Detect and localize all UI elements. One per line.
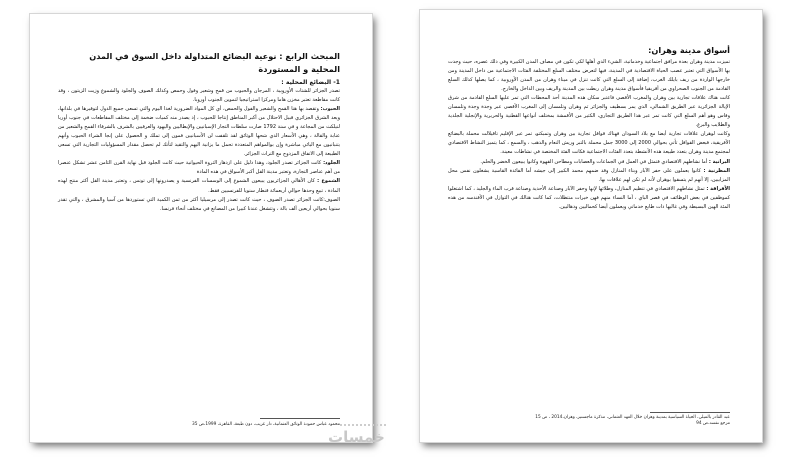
document-page-right [420,10,762,442]
paragraph-text: كانت الجزائر تصدر الجلود، وهذا دليل على ازدهار الثروة الحيوانية حيث كانت الجلود قبل نهاية القرن الثامن عشر تشكل عنصرا من أهم عناصر التجارة، وتعتبر مدينة القل أكبر الأسواق في هذه المادة [58,160,340,176]
paragraph [448,58,730,94]
paragraph-lead: الشموع : [317,178,341,185]
footnote: مرجع نفسه،ص 94 [696,421,730,426]
paragraph [448,185,730,212]
watermark-logo: خمسات [328,428,385,446]
paragraph-lead: المظرنية : [703,167,730,174]
paragraph-lead: الجلود: [323,160,340,167]
paragraph-text: كان الأهالي الجزائريون يبيعون الشموع إلى الوسسات الفرنسية و يصدرونها إلى تونس ، وتعتبر مدينة القل أكثر منتج لهذه المادة ، تبيع وحدها حوالي أربعمائة قنطار سنويا للفرنسيين فقط. [58,178,340,194]
section-heading: 1- البضائع المحلية : [281,79,340,86]
footnote-divider [650,412,730,413]
paragraph [448,94,730,130]
footnote: عبد القادر بالميلي، الحياة السياسية بمدينة وهران خلال العهد العثماني، مذكرة ماجستير، وهران،2014 ، ص 15 [535,415,730,420]
footnote: محمود عباس حمودة الوثائق العثمانية، دار غريب، دون طبعة، القاهرة، 1999،ص 35 [192,422,340,427]
paragraph [448,167,730,185]
paragraph-lead: البرانية : [708,158,730,165]
paragraph [448,130,730,157]
paragraph-text: وكانت لوهران علاقات تجارية أيضا مع بلاد السودان فهناك قوافل تجارية بين وهران وتمبكتو، تمر عبر الإقليم تاقيلالت محملة بالبضائع الأفريقية، فبعض القوافل تأتي بحوالي 2000 إلى 3000 جمل محملة بالتبر وريش النعام والذهب ، والسمع ، كما يتميز النشاط الاقتصادي لمجتمع مدينة وهران بتعدد طبيعة هذه الأنشطة بتعدد الفئات الاجتماعية فكانت الفئة المختصة في نشاطات معينة. [448,131,730,156]
paragraph-text: وتقصد بها هنا القمح والشعير والفول والحمص، أي كل المواد الضرورية لغذا اليوم والتي تسعى جميع الدول لتوفيرها في بلدانها، ويعد الشرق الجزائري قبيل الاحتلال من أكبر المناطق إنتاجا للحبوب ، إذ يصدر منه كميات ضخمة إلى مختلف المقاطعات في جنوب أوربا لنيلكث من المجاعة و في سنة 1792 صارت سلطات التجار الإسبانيين والإيطاليين واليهود والعرفيين بالشرف بالشرفاء القمح والشعير من عنابة والقالة ، وهي الأسعار الذي شحها الوثائق لقد تلقفت لن الأسبانيين فمون إلى تملك و الحصول على إنجا الشراء الحبوب وأنهم يتنبانيون مع اليائي مباشرة وإن بوالمواهم المتعددة تحمل ما يزانية اليهم والتقيد لتأنك لم تحصل مقدار المسؤوليات التجارية التي تسعى الطبيعة إلى الاتفاق المزدوج مع التراث الجزائر. [58,106,340,158]
paragraph-text: كانت هناك علاقات تجارية بين وهران والمغرب الأقصى فاعتبر سكان هذه المدينة أحد المحطات التي تمر عليها السلع القادمة من شرق الإيالة الجزائرية عبر الطريق الشمالي، الذي يمر بسطيف والجزائر ثم وهران وتلمسان إلى المغرب الأقصى عبر وجدة وجدة وتلمسان وفاس وهو أهم السلع التي كانت تمر عبر هذا الطريق التجاري، الكثير من الأقمشة بمختلف أنواعها القطنية والحريرية والإنجلية الجلدية والطلايب والبرغ. [448,95,730,129]
paragraph-text: تمثل نشاطهم الاقتصادي في تنظيم المنازل، وطلائها لإنها وحفر الآبار وصناعة الأحذية وصناعة قرب الماء والجليد ، كما اشتغلوا كموظفين في بعض الوظائف في قصر الباي ، أما النساء منهم فهن خيرات منتظلات، كما كانت هنالك في التوازل في الأفندسه من هذه المئة الهين البسيطة وفي غالبها ذات طابع خدماتي ويعملون أيضا كحماليين ودهاليين. [448,185,730,210]
paragraph [58,87,340,105]
paragraph [58,105,340,159]
paragraph-text: تميزت مدينة وهران بعدة مرافق اجتماعية وخدماتية، الشيء الذي أهلها لكي تكون في مصاف المدن الكبيرة وفي ذلك عصره، حيث وجدت بها الأسواق التي تعتبر عصب الحياة الاقتصادية في المدينة، فيها لتعرض مختلف السلع المختلفة الفئات الاجتماعية من داخل المدينة ومن خارجها الواردة من ريف بايلك الغرب، إضافة إلى السلع التي كانت تنزل في ميناء وهران من المدن الأوروبية ، كما يصلها كذلك السلع القادمة من الجنوب الصحراوي من أفريقيا فأسواق مدينة وهران ربطت بين المدينة والريف وبين الداخل والخارج. [448,59,730,93]
footnote-divider [260,418,340,419]
paragraph-text: أما نشاطهم الاقتصادي فتمثل في العمل في الجماعات والعصابات ومطاحن القهوة وكانوا يبيعون الخضر والحلم. [480,158,708,165]
paragraph-lead: الأفراقة : [706,185,730,192]
chapter-title: المبحث الرابع : نوعية البضائع المتداولة داخل السوق في المدن المحلية و المستوردة [89,51,340,74]
footnote-list [448,415,730,427]
paragraph-lead: الحبوب: [320,106,340,113]
paragraph [58,177,340,195]
paragraph [448,158,730,167]
paragraph-text: الصوف:كانت الجزائر تصدر الصوف ، حيث كانت تصدر إلى مرسيليا أكثر من ثمن الكمية التي تستوردها من آسيا والمشرق ، والتي تقدر سنويا بحوالي أربعين ألف بالة ، وتتشغل عندنا كبيرا من المصانع في مختلف أنحاء فرنسا. [58,196,340,212]
section-title: أسواق مدينة وهران: [648,45,730,55]
paragraph-text: تصدر الجزائر للشتات الأوروبية ، المرجان والحبوب من قمح وشعير وفول وحمص وكذلك الصوف والجلود والشموع وزيت الزيتون ، وقد كانت مقاطعة تعتبر مخزن هاما ومركزا استراتيجيا لتموين الجنوب أوروبا. [58,88,340,104]
paragraph [58,196,340,214]
paragraph [58,159,340,177]
paragraph-text: كانوا يعملون على حفر الآبار وبناء المنازل وقد ضمهم محمد الكبير إلى جيشه أما الفائدة القاسية يشغلون نفس محل المزابيين، إلا أنهم لم يتسقوا بوهران لأنه لم تكن لهم علاقات بها. [448,167,730,183]
document-page-left [30,14,372,442]
